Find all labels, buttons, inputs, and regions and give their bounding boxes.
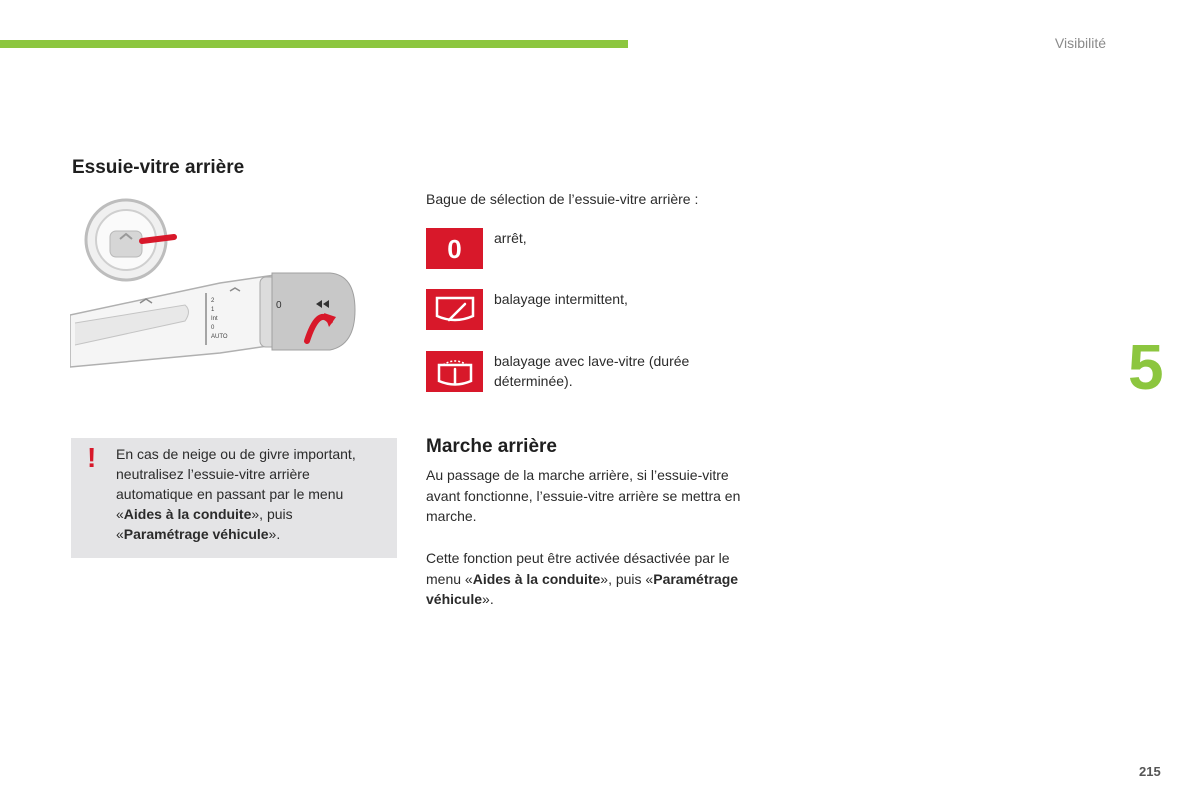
wiper-washer-icon xyxy=(426,351,483,392)
mode-label-off: arrêt, xyxy=(494,230,527,246)
steering-wheel-icon xyxy=(86,200,174,280)
ring-intro-text: Bague de sélection de l’essuie-vitre arrière : xyxy=(426,191,699,207)
page-number: 215 xyxy=(1139,764,1161,779)
ring-label-0: 0 xyxy=(211,325,215,331)
ring-label-1: 1 xyxy=(211,307,215,313)
mode-label-washer: balayage avec lave-vitre (durée déterminée). xyxy=(494,353,690,389)
mode-label-intermittent: balayage intermittent, xyxy=(494,291,628,307)
ring-label-int: Int xyxy=(211,316,218,322)
selection-ring xyxy=(260,273,355,350)
ring-label-2: 2 xyxy=(211,298,215,304)
warning-note xyxy=(71,438,397,558)
reverse-gear-paragraph-2: Cette fonction peut être activée désactivée par le menu «Aides à la conduite», puis «Paramétrage véhicule». xyxy=(426,550,739,607)
warning-note-text: En cas de neige ou de givre important, neutralisez l’essuie-vitre arrière automatique en passant par le menu «Aides à la conduite», puis «Paramétrage véhicule». xyxy=(116,446,356,542)
section-name: Visibilité xyxy=(1054,35,1106,51)
rear-wiper-title: Essuie-vitre arrière xyxy=(72,157,245,178)
wiper-stalk-illustration xyxy=(70,195,360,375)
reverse-gear-title: Marche arrière xyxy=(426,436,557,457)
wiper-icon xyxy=(426,289,483,330)
ring-position-label: 0 xyxy=(276,300,282,311)
warning-icon: ! xyxy=(87,442,97,473)
zero-icon: 0 xyxy=(426,228,483,269)
chapter-number: 5 xyxy=(1128,331,1164,403)
ring-label-auto: AUTO xyxy=(211,334,228,340)
header-accent-bar xyxy=(0,40,628,48)
stalk-body xyxy=(70,275,275,367)
reverse-gear-paragraph-1: Au passage de la marche arrière, si l’essuie-vitre avant fonctionne, l’essuie-vitre arrière se mettra en marche. xyxy=(426,467,741,524)
